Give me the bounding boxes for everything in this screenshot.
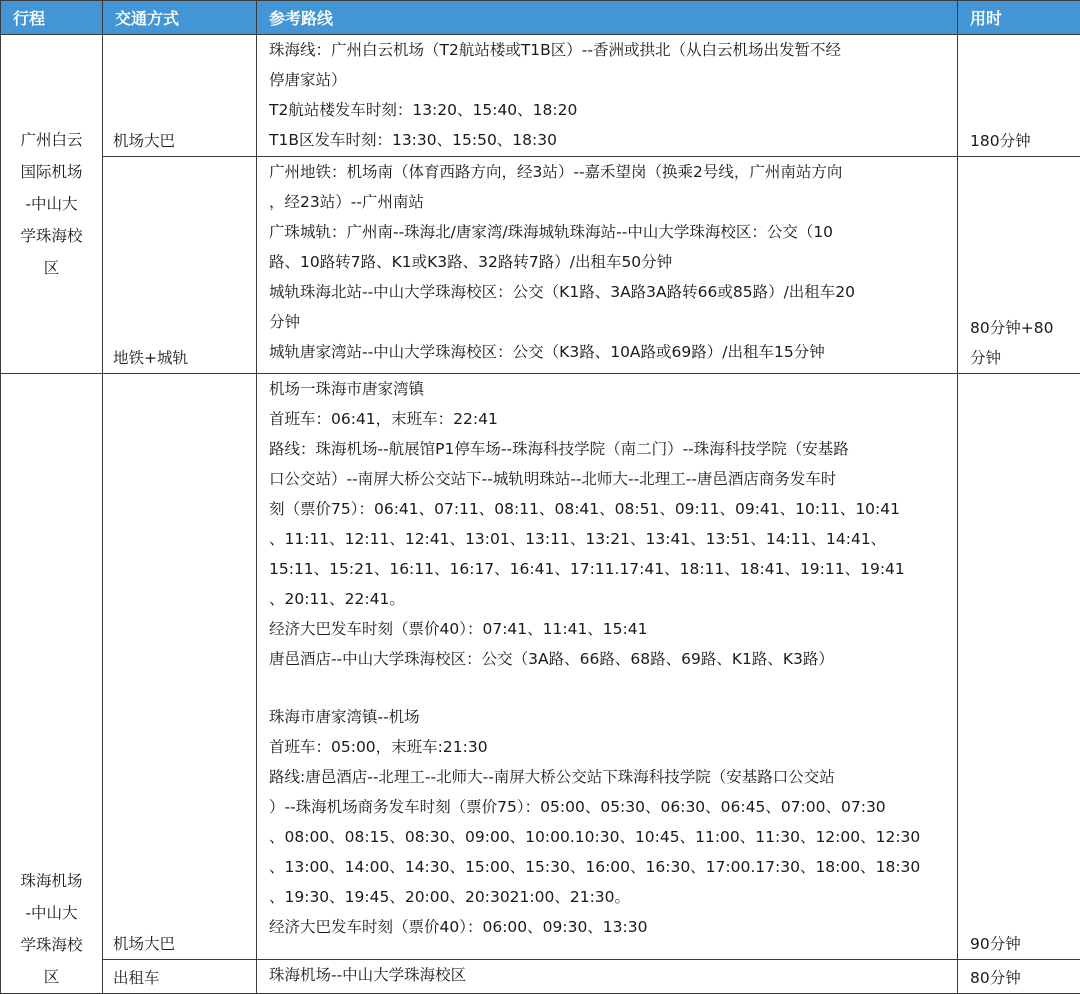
header-transport: 交通方式 <box>103 1 257 35</box>
table-row <box>1 157 1080 374</box>
time-cell: 80分钟+80 分钟 <box>958 157 1080 374</box>
table-row <box>1 960 1080 994</box>
route-cell: 珠海线：广州白云机场（T2航站楼或T1B区）--香洲或拱北（从白云机场出发暂不经 停唐家站） T2航站楼发车时刻：13:20、15:40、18:20 T1B区发车时刻：13:30、15:50、18:30 <box>257 35 958 157</box>
route-cell: 珠海机场--中山大学珠海校区 <box>257 960 958 994</box>
route-cell: 广州地铁：机场南（体育西路方向，经3站）--嘉禾望岗（换乘2号线，广州南站方向 ，经23站）--广州南站 广珠城轨：广州南--珠海北/唐家湾/珠海城轨珠海站--中山大学珠海校区：公交（10 路、10路转7路、K1或K3路、32路转7路）/出租车50分钟 城轨珠海北站--中山大学珠海校区：公交（K1路、3A路3A路转66或85路）/出租车20 分钟 城轨唐家湾站--中山大学珠海校区：公交（K3路、10A路或69路）/出租车15分钟 <box>257 157 958 374</box>
route-cell: 机场一珠海市唐家湾镇 首班车：06:41，末班车：22:41 路线：珠海机场--航展馆P1停车场--珠海科技学院（南二门）--珠海科技学院（安基路 口公交站）--南屏大桥公交站下--城轨明珠站--北师大--北理工--唐邑酒店商务发车时 刻（票价75）：06:41、07:11、08:11、08:41、08:51、09:11、09:41、10:11、10:41 、11:11、12:11、12:41、13:01、13:11、13:21、13:41、13:51、14:11、14:41、 15:11、15:21、16:11、16:17、16:41、17:11.17:41、18:11、18:41、19:11、19:41 、20:11、22:41。 经济大巴发车时刻（票价40）：07:41、11:41、15:41 唐邑酒店--中山大学珠海校区：公交（3A路、66路、68路、69路、K1路、K3路） 珠海市唐家湾镇--机场 首班车：05:00，末班车:21:30 路线:唐邑酒店--北理工--北师大--南屏大桥公交站下珠海科技学院（安基路口公交站 ）--珠海机场商务发车时刻（票价75）：05:00、05:30、06:30、06:45、07:00、07:30 、08:00、08:15、08:30、09:00、10:00.10:30、10:45、11:00、11:30、12:00、12:30 、13:00、14:00、14:30、15:00、15:30、16:00、16:30、17:00.17:30、18:00、18:30 、19:30、19:45、20:00、20:3021:00、21:30。 经济大巴发车时刻（票价40）：06:00、09:30、13:30 <box>257 374 958 960</box>
header-trip: 行程 <box>1 1 103 35</box>
transport-cell: 出租车 <box>103 960 257 994</box>
table-row <box>1 35 1080 157</box>
header-row <box>1 1 1080 35</box>
trip-cell: 珠海机场 -中山大 学珠海校 区 <box>1 374 103 994</box>
transport-cell: 机场大巴 <box>103 374 257 960</box>
transport-cell: 地铁+城轨 <box>103 157 257 374</box>
header-time: 用时 <box>958 1 1080 35</box>
trip-cell: 广州白云 国际机场 -中山大 学珠海校 区 <box>1 35 103 374</box>
transport-cell: 机场大巴 <box>103 35 257 157</box>
table-row <box>1 374 1080 960</box>
time-cell: 80分钟 <box>958 960 1080 994</box>
header-route: 参考路线 <box>257 1 958 35</box>
time-cell: 180分钟 <box>958 35 1080 157</box>
time-cell: 90分钟 <box>958 374 1080 960</box>
